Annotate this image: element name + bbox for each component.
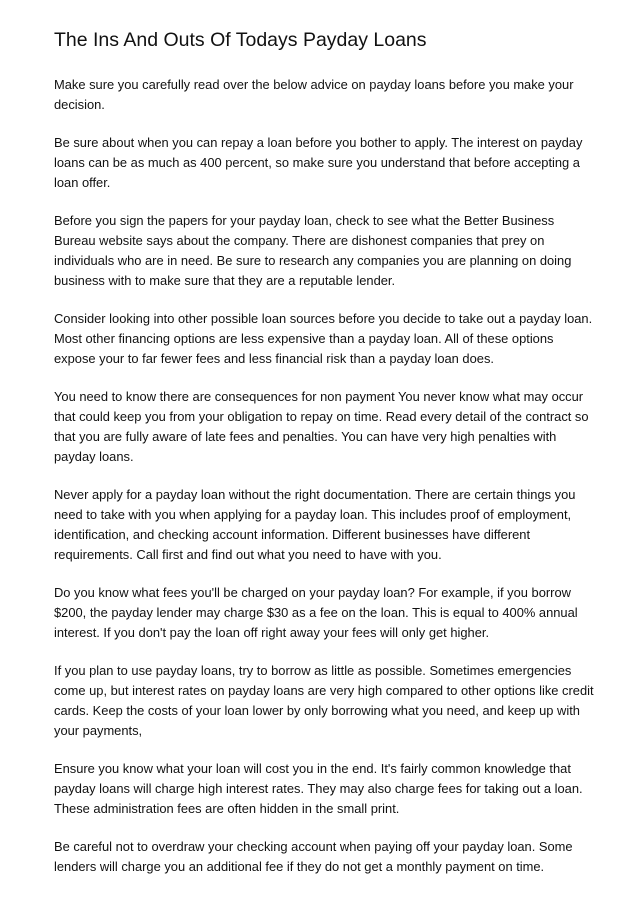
- paragraph-total-cost: Ensure you know what your loan will cost you in the end. It's fairly common knowledge that payday loans will charge high interest rates. They may also charge fees for taking out a loan. These administration fees are often hidden in the small print.: [54, 761, 583, 816]
- paragraph-documentation: Never apply for a payday loan without the right documentation. There are certain things you need to take with you when applying for a payday loan. This includes proof of employment, identification, and checking account information. Different businesses have different requirements. Call first and find out what you need to have with you.: [54, 487, 576, 562]
- document-body: [54, 27, 594, 895]
- paragraph-borrow-little: If you plan to use payday loans, try to borrow as little as possible. Sometimes emergencies come up, but interest rates on payday loans are very high compared to other options like credit cards. Keep the costs of your loan lower by only borrowing what you need, and keep up with your payments,: [54, 663, 594, 738]
- paragraph-consequences: You need to know there are consequences for non payment You never know what may occur that could keep you from your obligation to repay on time. Read every detail of the contract so that you are fully aware of late fees and penalties. You can have very high penalties with payday loans.: [54, 389, 589, 464]
- paragraph-fees: Do you know what fees you'll be charged on your payday loan? For example, if you borrow $200, the payday lender may charge $30 as a fee on the loan. This is equal to 400% annual interest. If you don't pay the loan off right away your fees will only get higher.: [54, 585, 578, 640]
- document-title: The Ins And Outs Of Todays Payday Loans: [54, 29, 427, 51]
- paragraph-other-sources: Consider looking into other possible loan sources before you decide to take out a payday loan. Most other financing options are less expensive than a payday loan. All of these options expose your to far fewer fees and less financial risk than a payday loan does.: [54, 311, 593, 366]
- paragraph-intro: Make sure you carefully read over the below advice on payday loans before you make your decision.: [54, 77, 574, 112]
- paragraph-repayment: Be sure about when you can repay a loan before you bother to apply. The interest on payday loans can be as much as 400 percent, so make sure you understand that before accepting a loan offer.: [54, 135, 583, 190]
- paragraph-bbb-check: Before you sign the papers for your payday loan, check to see what the Better Business Bureau website says about the company. There are dishonest companies that prey on individuals who are in need. Be sure to research any companies you are planning on doing business with to make sure that they are a reputable lender.: [54, 213, 572, 288]
- paragraph-overdraw: Be careful not to overdraw your checking account when paying off your payday loan. Some lenders will charge you an additional fee if they do not get a monthly payment on time.: [54, 839, 573, 874]
